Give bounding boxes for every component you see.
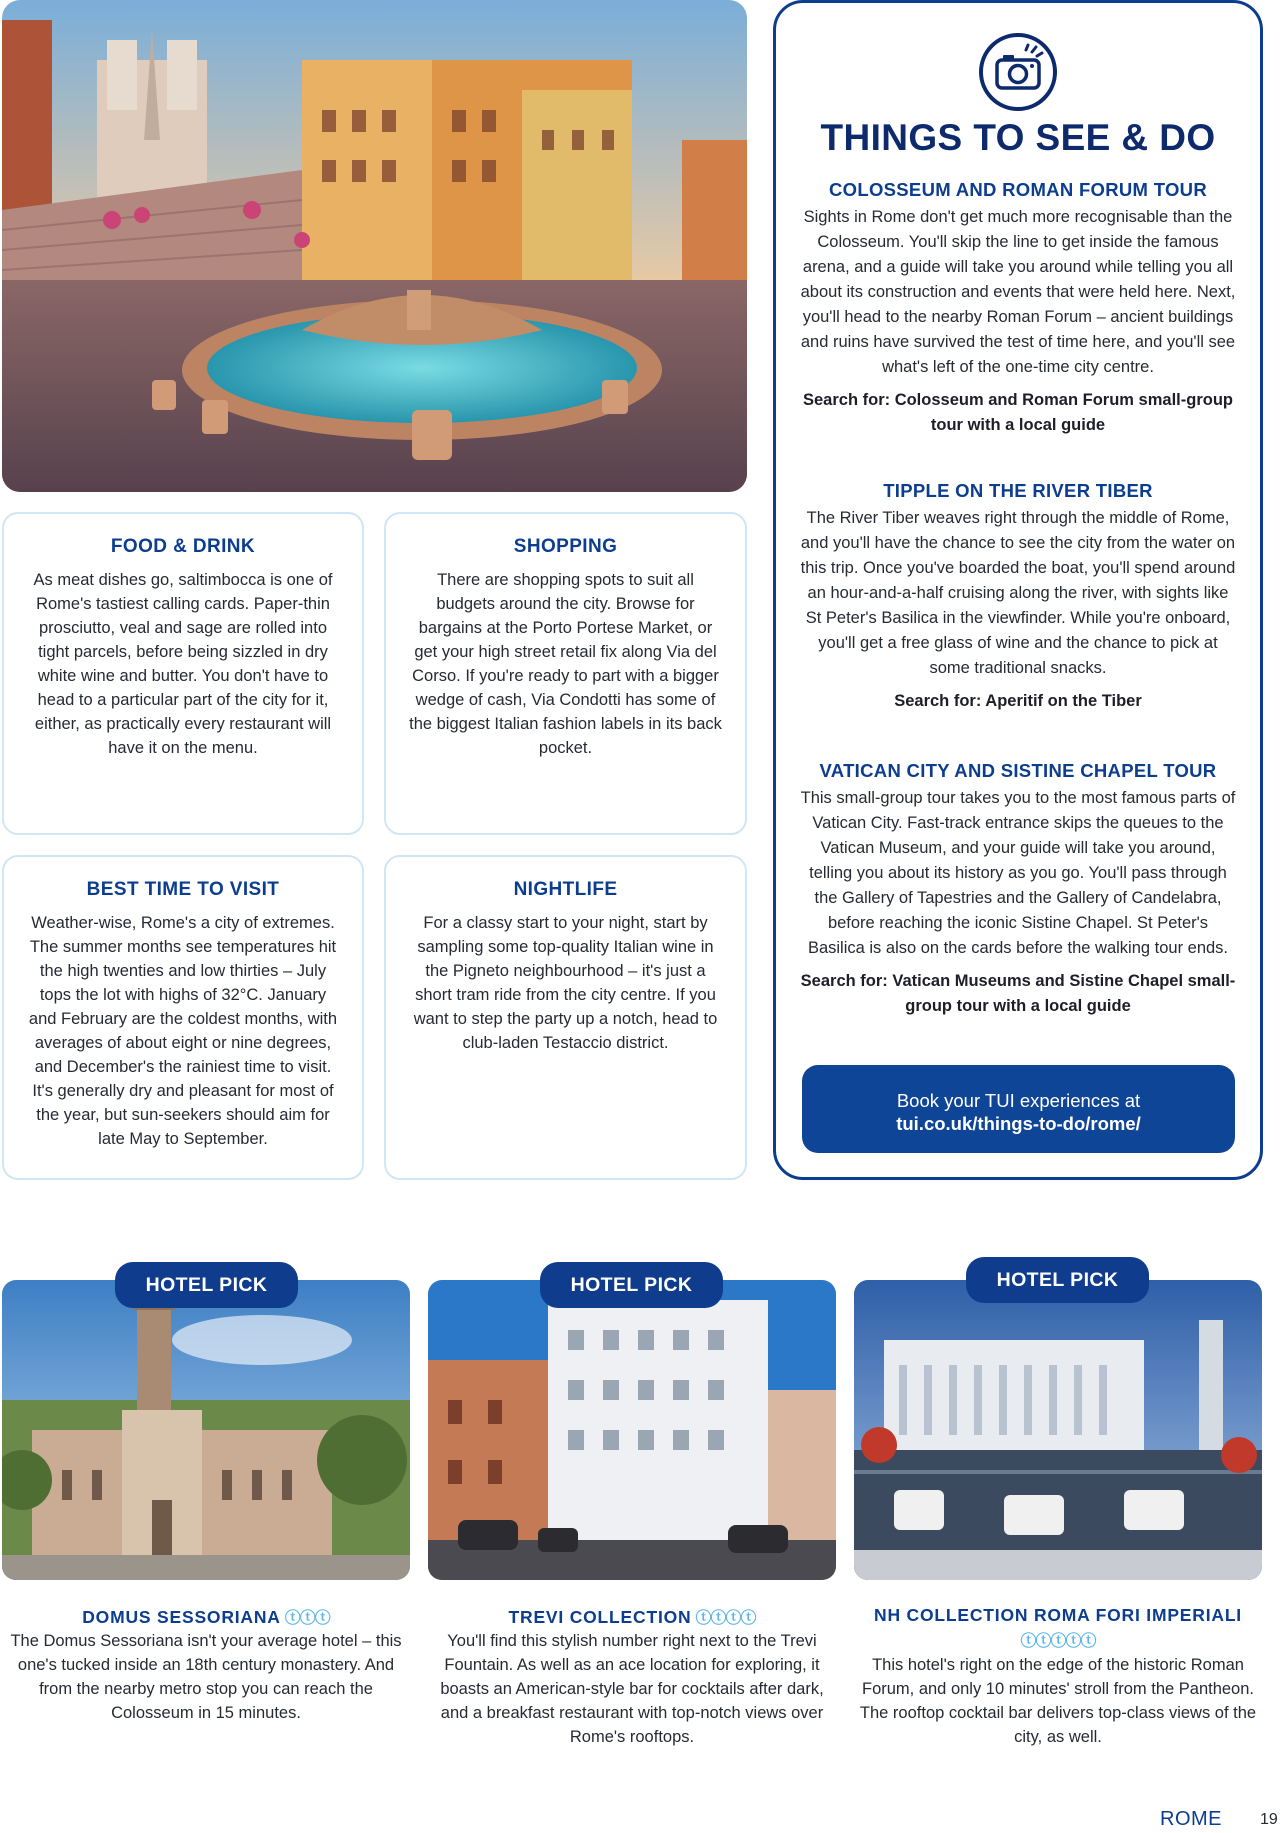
camera-icon <box>978 32 1058 112</box>
hotel-description: The Domus Sessoriana isn't your average hotel – this one's tucked inside an 18th century monastery. And from the nearby metro stop you can reach the Colosseum in 15 minutes. <box>10 1632 402 1722</box>
page-number: 19 <box>1260 1811 1278 1828</box>
activity-body: The River Tiber weaves right through the middle of Rome, and you'll have the chance to see the city from the water on this trip. Once you've boarded the boat, you'll spend around an hour-and-a-half cruising along the river, with sights like St Peter's Basilica in the viewfinder. While you're onboard, you'll get a free glass of wine and the chance to pick at some traditional snacks. <box>800 509 1236 677</box>
hotel-image-nh-collection <box>854 1280 1262 1580</box>
hotel-pick-badge: HOTEL PICK <box>966 1257 1149 1303</box>
things-heading: THINGS TO SEE & DO <box>820 117 1216 158</box>
book-label: Book your TUI experiences at <box>896 1090 1141 1111</box>
activity-body: Sights in Rome don't get much more recognisable than the Colosseum. You'll skip the line to get inside the famous arena, and a guide will take you around while telling you all about its construction and events that were held here. Next, you'll head to the nearby Roman Forum – ancient buildings and ruins have survived the test of time here, and you'll see what's left of the one-time city centre. <box>800 208 1236 376</box>
food-drink-box <box>2 512 364 835</box>
hotel-name <box>2 1605 410 1628</box>
hotel-name <box>428 1605 836 1628</box>
rating-icon: ⓣⓣⓣⓣ <box>695 1610 756 1627</box>
activity-title: COLOSSEUM AND ROMAN FORUM TOUR <box>829 179 1207 200</box>
best-time-box <box>2 855 364 1180</box>
nightlife-body: For a classy start to your night, start by sampling some top-quality Italian wine in the Pigneto neighbourhood – it's just a short tram ride from the city centre. If you want to step the party up a notch, head to club-laden Testaccio district. <box>413 914 718 1052</box>
hotel-description: You'll find this stylish number right next to the Trevi Fountain. As well as an ace location for exploring, it boasts an American-style bar for cocktails after dark, and a breakfast restaurant with top-notch views over Rome's rooftops. <box>440 1632 824 1746</box>
activity-title: VATICAN CITY AND SISTINE CHAPEL TOUR <box>819 760 1217 781</box>
hotel-card-nh-collection <box>854 1257 1262 1762</box>
activity-tiber <box>800 480 1236 714</box>
activity-search: Search for: Vatican Museums and Sistine Chapel small-group tour with a local guide <box>800 972 1236 1015</box>
activity-title: TIPPLE ON THE RIVER TIBER <box>883 480 1153 501</box>
hotel-image-trevi <box>428 1280 836 1580</box>
nightlife-title: NIGHTLIFE <box>513 879 618 900</box>
shopping-body: There are shopping spots to suit all budgets around the city. Browse for bargains at the Porto Portese Market, or get your high street retail fix along Via del Corso. If you're ready to part with a bigger wedge of cash, Via Condotti has some of the biggest Italian fashion labels in its back pocket. <box>409 571 722 757</box>
activity-search: Search for: Colosseum and Roman Forum small-group tour with a local guide <box>803 391 1233 434</box>
hotel-name <box>854 1605 1262 1651</box>
hotel-image-domus <box>2 1280 410 1580</box>
hotel-name-text: NH COLLECTION ROMA FORI IMPERIALI <box>874 1605 1242 1625</box>
page-footer <box>1160 1808 1278 1831</box>
activity-vatican <box>800 760 1236 1019</box>
best-time-title: BEST TIME TO VISIT <box>86 879 280 900</box>
food-drink-title: FOOD & DRINK <box>110 536 256 557</box>
shopping-title: SHOPPING <box>513 536 618 557</box>
activity-colosseum <box>800 179 1236 438</box>
hotel-pick-badge: HOTEL PICK <box>540 1262 723 1308</box>
hotel-card-trevi <box>428 1262 836 1762</box>
best-time-body: Weather-wise, Rome's a city of extremes. The summer months see temperatures hit the high twenties and low thirties – July tops the lot with highs of 32°C. January and February are the coldest months, with averages of about eight or nine degrees, and December's the rainiest time to visit. It's generally dry and pleasant for most of the year, but sun-seekers should aim for late May to September. <box>28 914 338 1148</box>
shopping-box <box>384 512 747 835</box>
hotel-description: This hotel's right on the edge of the historic Roman Forum, and only 10 minutes' stroll from the Pantheon. The rooftop cocktail bar delivers top-class views of the city, as well. <box>859 1656 1257 1746</box>
activity-search: Search for: Aperitif on the Tiber <box>894 692 1142 710</box>
hotel-name-text: DOMUS SESSORIANA <box>82 1607 281 1627</box>
rating-icon: ⓣⓣⓣ <box>284 1610 330 1627</box>
things-to-see-panel <box>773 0 1263 1180</box>
rating-icon: ⓣⓣⓣⓣⓣ <box>1020 1633 1096 1650</box>
book-url-link[interactable]: tui.co.uk/things-to-do/rome/ <box>896 1113 1141 1134</box>
hero-image-spanish-steps <box>2 0 747 492</box>
hotel-name-text: TREVI COLLECTION <box>508 1607 692 1627</box>
nightlife-box <box>384 855 747 1180</box>
hotel-pick-badge: HOTEL PICK <box>115 1262 298 1308</box>
hotel-card-domus <box>2 1262 410 1762</box>
book-experiences-button[interactable] <box>802 1065 1235 1153</box>
activity-body: This small-group tour takes you to the most famous parts of Vatican City. Fast-track entrance skips the queues to the Vatican Museum, and your guide will take you around, telling you about its history as you go. You'll pass through the Gallery of Tapestries and the Gallery of Candelabra, before reaching the iconic Sistine Chapel. St Peter's Basilica is also on the cards before the walking tour ends. <box>800 789 1236 957</box>
footer-place: ROME <box>1160 1808 1222 1830</box>
food-drink-body: As meat dishes go, saltimbocca is one of Rome's tastiest calling cards. Paper-thin prosciutto, veal and sage are rolled into tight parcels, before being sizzled in dry white wine and butter. You don't have to head to a particular part of the city for it, either, as practically every restaurant will have it on the menu. <box>33 571 333 757</box>
